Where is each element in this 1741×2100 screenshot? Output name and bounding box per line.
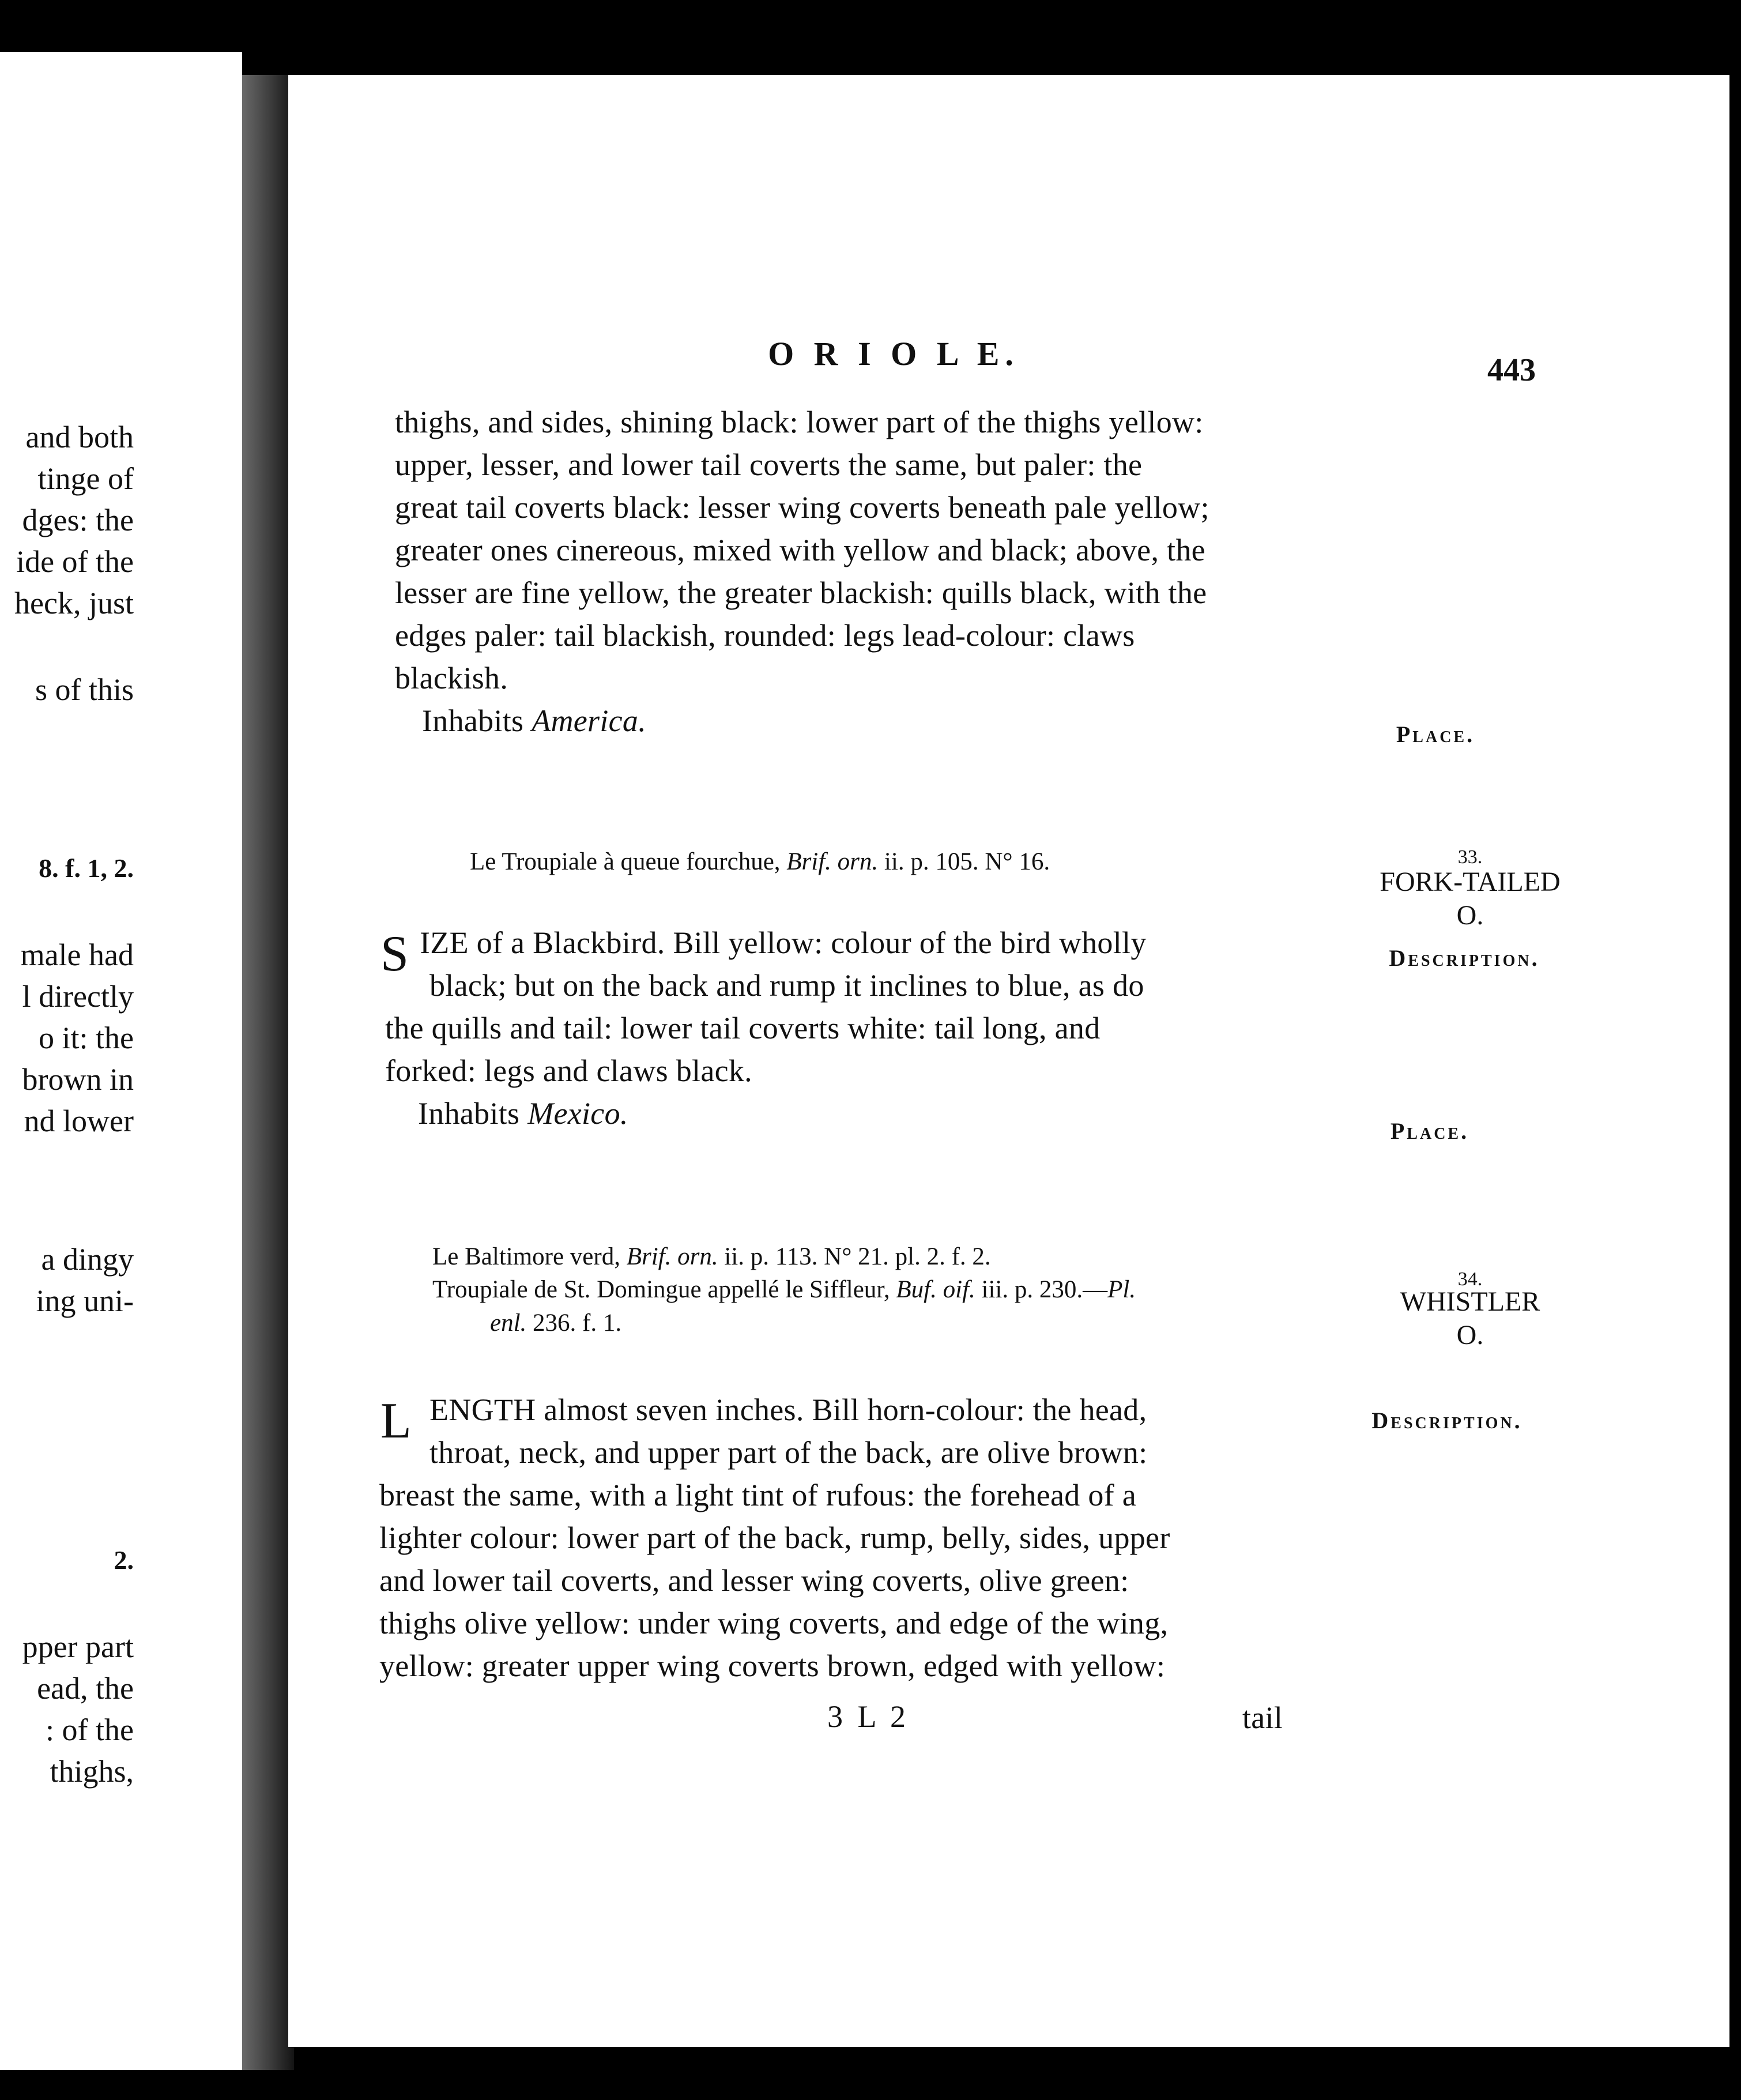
catchword: tail [1242, 1700, 1283, 1735]
citation-text: Le Troupiale à queue fourchue, [470, 848, 781, 875]
drop-cap: S [380, 926, 409, 982]
right-page [288, 75, 1729, 2047]
citation-line [470, 848, 1050, 876]
left-text-fragment: s of this [35, 672, 134, 707]
citation-text: ii. p. 105. N° 16. [884, 848, 1050, 875]
citation-text: 236. f. 1. [533, 1309, 622, 1337]
left-text-fragment: tinge of [37, 461, 134, 496]
citation-text: ii. p. 113. N° 21. pl. 2. f. 2. [724, 1243, 991, 1270]
left-text-fragment: ide of the [16, 544, 134, 579]
body-line: the quills and tail: lower tail coverts white: tail long, and [385, 1011, 1101, 1045]
citation-text: iii. p. 230.— [981, 1276, 1108, 1303]
left-text-fragment: l directly [22, 979, 134, 1014]
left-text-fragment: ing uni- [36, 1284, 134, 1318]
left-text-fragment: nd lower [24, 1104, 134, 1138]
citation-line [432, 1243, 991, 1271]
left-text-fragment: and both [25, 420, 134, 454]
body-line: lighter colour: lower part of the back, rump, belly, sides, upper [379, 1521, 1170, 1555]
citation-text: Troupiale de St. Domingue appellé le Siffleur, [432, 1276, 890, 1303]
body-line: black; but on the back and rump it inclines to blue, as do [429, 968, 1144, 1003]
left-text-fragment: thighs, [50, 1754, 134, 1789]
margin-note-description: Description. [1389, 945, 1540, 971]
body-line: thighs, and sides, shining black: lower part of the thighs yellow: [395, 405, 1204, 439]
body-line: edges paler: tail blackish, rounded: legs lead-colour: claws [395, 618, 1135, 653]
body-line: throat, neck, and upper part of the back, are olive brown: [429, 1435, 1148, 1470]
body-line: forked: legs and claws black. [385, 1053, 752, 1088]
body-line: IZE of a Blackbird. Bill yellow: colour of the bird wholly [420, 925, 1147, 960]
species-name-abbrev: O. [1456, 900, 1484, 931]
inhabits-prefix: Inhabits [422, 703, 524, 738]
body-line: greater ones cinereous, mixed with yellow and black; above, the [395, 533, 1205, 567]
left-text-fragment: heck, just [14, 586, 134, 620]
margin-note-place: Place. [1396, 721, 1475, 747]
inhabits-place: America. [532, 703, 647, 738]
left-text-fragment: brown in [22, 1062, 134, 1097]
left-text-fragment: ead, the [37, 1671, 134, 1706]
drop-cap: L [380, 1393, 412, 1449]
citation-italic: Brif. orn. [786, 848, 879, 875]
citation-italic: Brif. orn. [626, 1243, 718, 1270]
body-line: breast the same, with a light tint of rufous: the forehead of a [379, 1478, 1137, 1512]
left-text-fragment: o it: the [39, 1021, 134, 1055]
left-text-fragment: 2. [114, 1545, 134, 1575]
species-name: FORK-TAILED [1380, 867, 1561, 897]
citation-text: Le Baltimore verd, [432, 1243, 620, 1270]
inhabits-prefix: Inhabits [418, 1096, 520, 1131]
citation-italic: Buf. oif. [896, 1276, 975, 1303]
page-number: 443 [1487, 352, 1536, 388]
citation-line [432, 1275, 1136, 1304]
body-line: blackish. [395, 661, 508, 695]
inhabits-place: Mexico. [527, 1096, 628, 1131]
left-text-fragment: : of the [46, 1713, 134, 1747]
species-name-abbrev: O. [1456, 1320, 1484, 1350]
left-facing-page [0, 52, 242, 2070]
citation-italic: Pl. [1107, 1276, 1136, 1303]
species-number: 33. [1457, 846, 1483, 868]
left-text-fragment: dges: the [22, 503, 134, 537]
species-name: WHISTLER [1400, 1286, 1540, 1317]
left-text-fragment: male had [20, 938, 134, 972]
book-spine-gutter [242, 75, 294, 2070]
body-line: upper, lesser, and lower tail coverts the same, but paler: the [395, 447, 1143, 482]
margin-note-place: Place. [1390, 1118, 1469, 1144]
species-number: 34. [1457, 1269, 1483, 1290]
body-line: great tail coverts black: lesser wing coverts beneath pale yellow; [395, 490, 1209, 525]
citation-italic: enl. [490, 1309, 527, 1337]
inhabits-line [422, 699, 646, 742]
margin-note-description: Description. [1371, 1407, 1523, 1433]
running-title: O R I O L E. [768, 335, 1019, 372]
signature-mark: 3 L 2 [827, 1699, 909, 1734]
inhabits-line [418, 1092, 628, 1135]
body-line: lesser are fine yellow, the greater blackish: quills black, with the [395, 575, 1207, 610]
citation-line [490, 1309, 621, 1337]
body-line: ENGTH almost seven inches. Bill horn-colour: the head, [429, 1393, 1147, 1427]
left-text-fragment: pper part [22, 1629, 134, 1664]
body-line: and lower tail coverts, and lesser wing coverts, olive green: [379, 1563, 1129, 1598]
left-text-fragment: 8. f. 1, 2. [39, 853, 134, 883]
left-text-fragment: a dingy [41, 1242, 134, 1277]
body-line: yellow: greater upper wing coverts brown, edged with yellow: [379, 1649, 1166, 1683]
body-line: thighs olive yellow: under wing coverts, and edge of the wing, [379, 1606, 1169, 1640]
